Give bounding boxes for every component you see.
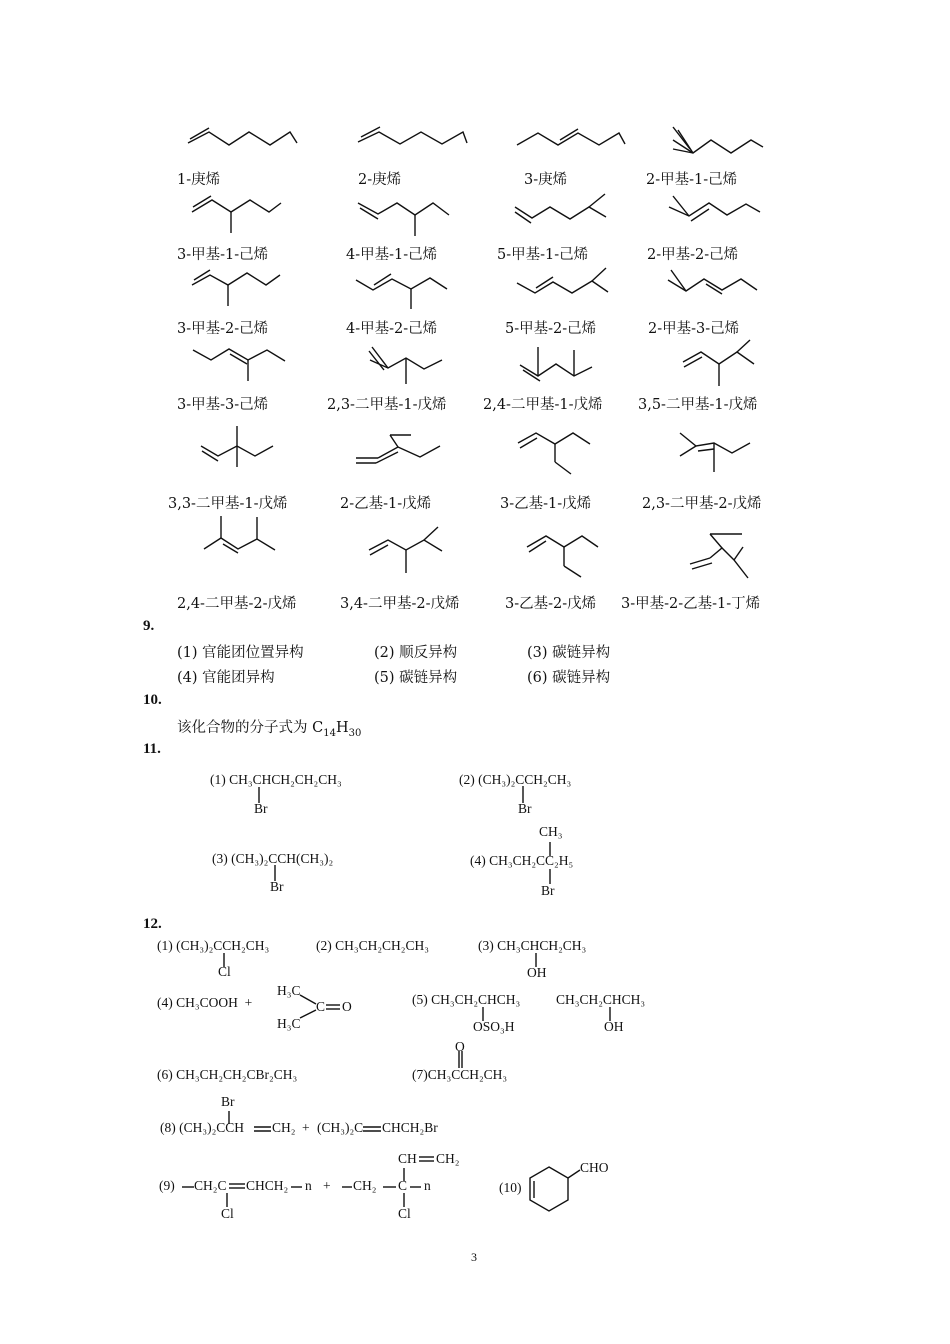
question-11-number: 11.: [143, 741, 161, 757]
label-3-4-dimethyl-2-pentene: 3,4-二甲基-2-戊烯: [340, 596, 460, 612]
structure-3-heptene: [517, 129, 625, 145]
q11-item-1: (1) CH₃CHCH₂CH₂CH₃: [210, 772, 342, 787]
label-3-ethyl-2-pentene: 3-乙基-2-戊烯: [505, 596, 597, 612]
label-2-methyl-1-hexene: 2-甲基-1-己烯: [646, 172, 738, 188]
label-3-methyl-3-hexene: 3-甲基-3-己烯: [177, 397, 269, 413]
q12-product-9-chlorine-2: Cl: [398, 1206, 411, 1221]
label-1-heptene: 1-庚烯: [177, 172, 221, 188]
structure-5-methyl-2-hexene: [517, 268, 608, 293]
q12-product-9-n-1: n: [305, 1178, 312, 1193]
question-12-number: 12.: [143, 916, 162, 932]
label-2-methyl-2-hexene: 2-甲基-2-己烯: [647, 247, 739, 263]
structure-5-methyl-1-hexene: [515, 194, 606, 223]
label-4-methyl-2-hexene: 4-甲基-2-己烯: [346, 321, 438, 337]
q12-product-3: (3) CH₃CHCH₂CH₃: [478, 938, 587, 953]
question-9-number: 9.: [143, 618, 155, 634]
label-3-methyl-1-hexene: 3-甲基-1-己烯: [177, 247, 269, 263]
q11-item-2-substituent: Br: [518, 801, 532, 816]
label-3-heptene: 3-庚烯: [524, 172, 568, 188]
q12-product-8-part-2: (CH₃)₂C: [317, 1120, 364, 1135]
label-4-methyl-1-hexene: 4-甲基-1-己烯: [346, 247, 438, 263]
structure-2-methyl-1-hexene: [673, 127, 763, 153]
structure-2-ethyl-1-pentene: [356, 435, 440, 463]
label-5-methyl-2-hexene: 5-甲基-2-己烯: [505, 321, 597, 337]
q12-product-9-poly-2b: C: [398, 1178, 408, 1193]
structure-3-methyl-2-hexene: [192, 270, 280, 306]
q12-product-1-substituent: Cl: [218, 964, 231, 979]
structure-3-ethyl-2-pentene: [527, 536, 598, 577]
q12-product-10-label: (10): [499, 1180, 522, 1195]
q12-product-4: (4) CH₃COOH +: [157, 995, 253, 1010]
label-3-methyl-2-ethyl-1-butene: 3-甲基-2-乙基-1-丁烯: [621, 596, 761, 612]
label-2-ethyl-1-pentene: 2-乙基-1-戊烯: [340, 496, 432, 512]
q11-item-3: (3) (CH₃)₂CCH(CH₃)₂: [212, 851, 334, 866]
q12-product-8-plus: +: [302, 1120, 310, 1135]
q12-product-9-chlorine-1: Cl: [221, 1206, 234, 1221]
structure-4-methyl-2-hexene: [356, 274, 447, 309]
label-5-methyl-1-hexene: 5-甲基-1-己烯: [497, 247, 589, 263]
q12-product-9-plus: +: [323, 1178, 331, 1193]
structure-3-methyl-2-ethyl-1-butene: [690, 534, 748, 578]
structure-3-methyl-3-hexene: [193, 349, 285, 381]
label-2-4-dimethyl-1-pentene: 2,4-二甲基-1-戊烯: [483, 397, 603, 413]
q12-product-4-carbon: C: [316, 999, 326, 1014]
q9-answer-2: (2) 顺反异构: [374, 645, 458, 661]
label-2-3-dimethyl-2-pentene: 2,3-二甲基-2-戊烯: [642, 496, 762, 512]
label-3-3-dimethyl-1-pentene: 3,3-二甲基-1-戊烯: [168, 496, 288, 512]
q11-item-4-top: CH₃: [539, 824, 563, 839]
q12-product-8-part-2b: CHCH₂Br: [382, 1120, 438, 1135]
structure-2-methyl-2-hexene: [669, 196, 760, 221]
question-10-number: 10.: [143, 692, 162, 708]
q12-product-2: (2) CH₃CH₂CH₂CH₃: [316, 938, 429, 953]
page-number: 3: [471, 1250, 477, 1264]
q12-product-1: (1) (CH₃)₂CCH₂CH₃: [157, 938, 270, 953]
label-2-heptene: 2-庚烯: [358, 172, 402, 188]
q9-answer-1: (1) 官能团位置异构: [177, 645, 304, 661]
q12-product-5-alcohol-substituent: OH: [604, 1019, 624, 1034]
structure-2-heptene: [358, 127, 467, 144]
q9-answer-3: (3) 碳链异构: [527, 645, 611, 661]
label-2-4-dimethyl-2-pentene: 2,4-二甲基-2-戊烯: [177, 596, 297, 612]
q11-item-4: (4) CH₃CH₂CC₂H₅: [470, 853, 574, 868]
q12-product-4-oxygen: O: [342, 999, 352, 1014]
structure-2-3-dimethyl-1-pentene: [369, 347, 442, 384]
q12-product-9-n-2: n: [424, 1178, 431, 1193]
q12-product-9-poly-2a: CH₂: [353, 1178, 377, 1193]
q12-product-9-label: (9): [159, 1178, 175, 1193]
structure-3-ethyl-1-pentene: [518, 433, 590, 474]
q11-item-1-substituent: Br: [254, 801, 268, 816]
structure-3-5-dimethyl-1-pentene: [683, 340, 754, 386]
structure-3-3-dimethyl-1-pentene: [201, 426, 273, 467]
structure-2-3-dimethyl-2-pentene: [680, 433, 750, 472]
structure-2-methyl-3-hexene: [668, 270, 757, 294]
q12-product-9-poly-1b: CHCH₂: [246, 1178, 289, 1193]
q12-product-8-part-1: (8) (CH₃)₂CCH: [160, 1120, 245, 1135]
q9-answer-4: (4) 官能团异构: [177, 670, 275, 686]
label-3-methyl-2-hexene: 3-甲基-2-己烯: [177, 321, 269, 337]
q12-product-4-methyl-bottom: H₃C: [277, 1016, 301, 1031]
label-3-ethyl-1-pentene: 3-乙基-1-戊烯: [500, 496, 592, 512]
q12-product-7: (7)CH₃CCH₂CH₃: [412, 1067, 508, 1082]
structure-4-methyl-1-hexene: [358, 203, 449, 236]
q12-product-9-poly-1a: CH₂C: [194, 1178, 227, 1193]
q12-product-3-substituent: OH: [527, 965, 547, 980]
q12-product-6: (6) CH₃CH₂CH₂CBr₂CH₃: [157, 1067, 298, 1082]
structure-3-methyl-1-hexene: [192, 196, 281, 233]
q11-item-2: (2) (CH₃)₂CCH₂CH₃: [459, 772, 572, 787]
q12-product-5-substituent: OSO₃H: [473, 1019, 515, 1034]
q12-product-7-oxygen: O: [455, 1039, 465, 1054]
q9-answer-6: (6) 碳链异构: [527, 670, 611, 686]
q12-product-8-part-1b: CH₂: [272, 1120, 296, 1135]
q12-product-5-alcohol: CH₃CH₂CHCH₃: [556, 992, 646, 1007]
q11-item-4-substituent: Br: [541, 883, 555, 898]
q12-product-9-vinyl-a: CH: [398, 1151, 417, 1166]
q10-molecular-formula: 该化合物的分子式为 $C_{14}H_{30}$: [177, 720, 362, 739]
q12-product-8-bromine: Br: [221, 1094, 235, 1109]
label-2-methyl-3-hexene: 2-甲基-3-己烯: [648, 321, 740, 337]
label-2-3-dimethyl-1-pentene: 2,3-二甲基-1-戊烯: [327, 397, 447, 413]
q12-product-5: (5) CH₃CH₂CHCH₃: [412, 992, 521, 1007]
q12-product-10-aldehyde: CHO: [580, 1160, 609, 1175]
label-3-5-dimethyl-1-pentene: 3,5-二甲基-1-戊烯: [638, 397, 758, 413]
structure-2-4-dimethyl-2-pentene: [204, 516, 275, 553]
q12-product-9-vinyl-b: CH₂: [436, 1151, 460, 1166]
q11-item-3-substituent: Br: [270, 879, 284, 894]
q9-answer-5: (5) 碳链异构: [374, 670, 458, 686]
structure-1-heptene: [188, 128, 297, 145]
structure-2-4-dimethyl-1-pentene: [520, 347, 592, 381]
q12-product-4-methyl-top: H₃C: [277, 983, 301, 998]
structure-3-4-dimethyl-2-pentene: [369, 527, 442, 573]
